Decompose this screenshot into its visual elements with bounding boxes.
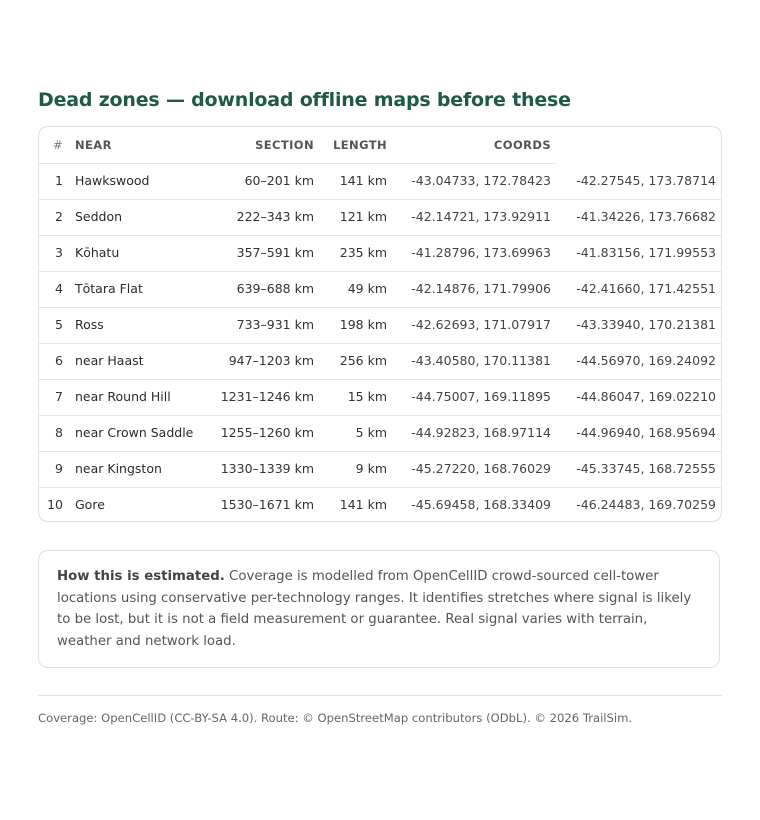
footer-divider: [38, 695, 722, 696]
row-num: 1: [55, 173, 63, 188]
row-near: Seddon: [75, 209, 123, 224]
row-num: 4: [55, 281, 63, 296]
row-coords-end: -46.24483, 169.70259: [576, 497, 716, 512]
row-coords-end: -44.56970, 169.24092: [576, 353, 716, 368]
row-num: 5: [55, 317, 63, 332]
row-section: 1231–1246 km: [220, 389, 314, 404]
table-row: [39, 379, 721, 416]
row-length: 256 km: [339, 353, 387, 368]
row-near: Kōhatu: [75, 245, 120, 260]
table-row: [39, 451, 721, 488]
header-coords: COORDS: [493, 138, 551, 152]
row-coords-start: -44.92823, 168.97114: [411, 425, 551, 440]
page-title: Dead zones — download offline maps before these: [38, 89, 571, 111]
header-near: NEAR: [75, 138, 112, 152]
row-coords-start: -45.27220, 168.76029: [411, 461, 551, 476]
row-section: 947–1203 km: [228, 353, 314, 368]
row-section: 1255–1260 km: [220, 425, 314, 440]
row-coords-end: -44.86047, 169.02210: [576, 389, 716, 404]
table-row: [39, 199, 721, 236]
header-section: SECTION: [255, 138, 314, 152]
row-near: near Round Hill: [75, 389, 171, 404]
row-section: 222–343 km: [236, 209, 314, 224]
row-coords-end: -42.41660, 171.42551: [576, 281, 716, 296]
row-near: Hawkswood: [75, 173, 150, 188]
row-coords-start: -42.14721, 173.92911: [411, 209, 551, 224]
dead-zones-table: [38, 126, 722, 522]
note-body: Coverage is modelled from OpenCellID crowd-sourced cell-tower locations using conservative per-technology ranges. It identifies stretches where signal is likely to be lost, but it is not a field measurement or guarantee. Real signal varies with terrain, weather and network load.: [57, 569, 692, 649]
row-num: 3: [55, 245, 63, 260]
row-num: 10: [47, 497, 63, 512]
row-near: near Crown Saddle: [75, 425, 194, 440]
row-section: 639–688 km: [236, 281, 314, 296]
table-row: [39, 415, 721, 452]
row-near: Ross: [75, 317, 104, 332]
row-coords-end: -45.33745, 168.72555: [576, 461, 716, 476]
attribution-footer: Coverage: OpenCellID (CC-BY-SA 4.0). Route: © OpenStreetMap contributors (ODbL). © 2026 TrailSim.: [38, 711, 633, 725]
row-length: 15 km: [347, 389, 387, 404]
row-coords-start: -43.40580, 170.11381: [411, 353, 551, 368]
row-coords-start: -42.14876, 171.79906: [411, 281, 551, 296]
row-length: 9 km: [355, 461, 387, 476]
table-header-row: [39, 127, 556, 164]
row-length: 141 km: [339, 497, 387, 512]
row-near: Tōtara Flat: [75, 281, 143, 296]
row-length: 5 km: [355, 425, 387, 440]
table-row: [39, 487, 721, 522]
row-num: 7: [55, 389, 63, 404]
row-coords-start: -43.04733, 172.78423: [411, 173, 551, 188]
row-coords-end: -44.96940, 168.95694: [576, 425, 716, 440]
header-num: #: [52, 138, 63, 152]
row-coords-start: -41.28796, 173.69963: [411, 245, 551, 260]
row-length: 141 km: [339, 173, 387, 188]
dead-zones-page: [38, 86, 722, 725]
row-coords-start: -44.75007, 169.11895: [411, 389, 551, 404]
row-num: 2: [55, 209, 63, 224]
row-section: 1530–1671 km: [220, 497, 314, 512]
row-near: near Kingston: [75, 461, 162, 476]
row-coords-end: -41.83156, 171.99553: [576, 245, 716, 260]
row-coords-start: -42.62693, 171.07917: [411, 317, 551, 332]
note-lead: How this is estimated.: [57, 569, 225, 584]
row-coords-end: -41.34226, 173.76682: [576, 209, 716, 224]
row-coords-start: -45.69458, 168.33409: [411, 497, 551, 512]
row-num: 9: [55, 461, 63, 476]
row-length: 121 km: [339, 209, 387, 224]
row-num: 8: [55, 425, 63, 440]
row-length: 235 km: [339, 245, 387, 260]
table-row: [39, 235, 721, 272]
row-near: Gore: [75, 497, 105, 512]
row-section: 733–931 km: [236, 317, 314, 332]
table-row: [39, 271, 721, 308]
header-length: LENGTH: [333, 138, 387, 152]
row-num: 6: [55, 353, 63, 368]
row-section: 60–201 km: [244, 173, 314, 188]
estimation-note: [38, 550, 720, 668]
row-length: 198 km: [339, 317, 387, 332]
row-coords-end: -43.33940, 170.21381: [576, 317, 716, 332]
table-row: [39, 163, 721, 200]
row-section: 1330–1339 km: [220, 461, 314, 476]
row-coords-end: -42.27545, 173.78714: [576, 173, 716, 188]
table-row: [39, 307, 721, 344]
table-row: [39, 343, 721, 380]
row-length: 49 km: [347, 281, 387, 296]
row-near: near Haast: [75, 353, 144, 368]
row-section: 357–591 km: [236, 245, 314, 260]
